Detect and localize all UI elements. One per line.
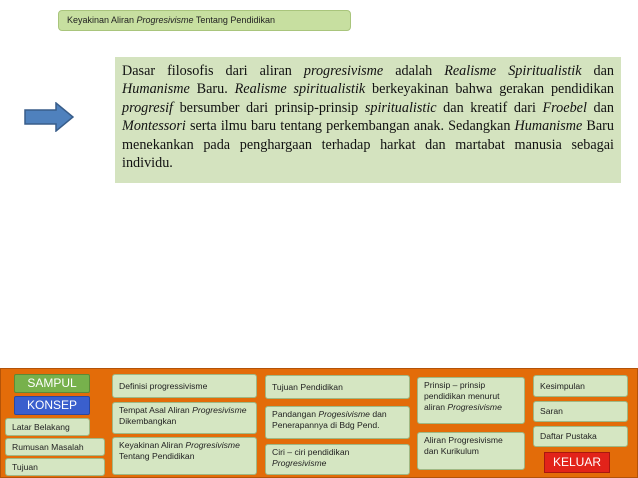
saran-button[interactable]: Saran — [533, 401, 628, 422]
kesimpulan-button[interactable]: Kesimpulan — [533, 375, 628, 397]
konsep-button[interactable]: KONSEP — [14, 396, 90, 415]
tujuan-button[interactable]: Tujuan — [5, 458, 105, 476]
daftar-pustaka-button[interactable]: Daftar Pustaka — [533, 426, 628, 447]
pandangan-button[interactable]: Pandangan Progesivisme dan Penerapannya di Bdg Pend. — [265, 406, 410, 439]
slide-title: Keyakinan Aliran Progresivisme Tentang Pendidikan — [58, 10, 351, 31]
tempat-asal-button[interactable]: Tempat Asal Aliran Progresivisme Dikembangkan — [112, 402, 257, 434]
right-arrow-icon — [24, 102, 74, 132]
content-paragraph: Dasar filosofis dari aliran progresivisme adalah Realisme Spiritualistik dan Humanisme Baru. Realisme spiritualistik berkeyakinan bahwa gerakan pendidikan progresif bersumber dari prinsip-prinsip spiritualistic dan kreatif dari Froebel dan Montessori serta ilmu baru tentang perkembangan anak. Sedangkan Humanisme Baru menekankan pada penghargaan terhadap harkat dan martabat manusia sebagai individu. — [115, 57, 621, 183]
keyakinan-button[interactable]: Keyakinan Aliran Progresivisme Tentang Pendidikan — [112, 437, 257, 475]
keluar-button[interactable]: KELUAR — [544, 452, 610, 473]
latar-belakang-button[interactable]: Latar Belakang — [5, 418, 90, 436]
tujuan-pendidikan-button[interactable]: Tujuan Pendidikan — [265, 375, 410, 399]
prinsip-button[interactable]: Prinsip – prinsip pendidikan menurut aliran Progresivisme — [417, 377, 525, 424]
rumusan-masalah-button[interactable]: Rumusan Masalah — [5, 438, 105, 456]
sampul-button[interactable]: SAMPUL — [14, 374, 90, 393]
ciri-ciri-button[interactable]: Ciri – ciri pendidikan Progresivisme — [265, 444, 410, 475]
definisi-button[interactable]: Definisi progressivisme — [112, 374, 257, 398]
aliran-kurikulum-button[interactable]: Aliran Progresivisme dan Kurikulum — [417, 432, 525, 470]
